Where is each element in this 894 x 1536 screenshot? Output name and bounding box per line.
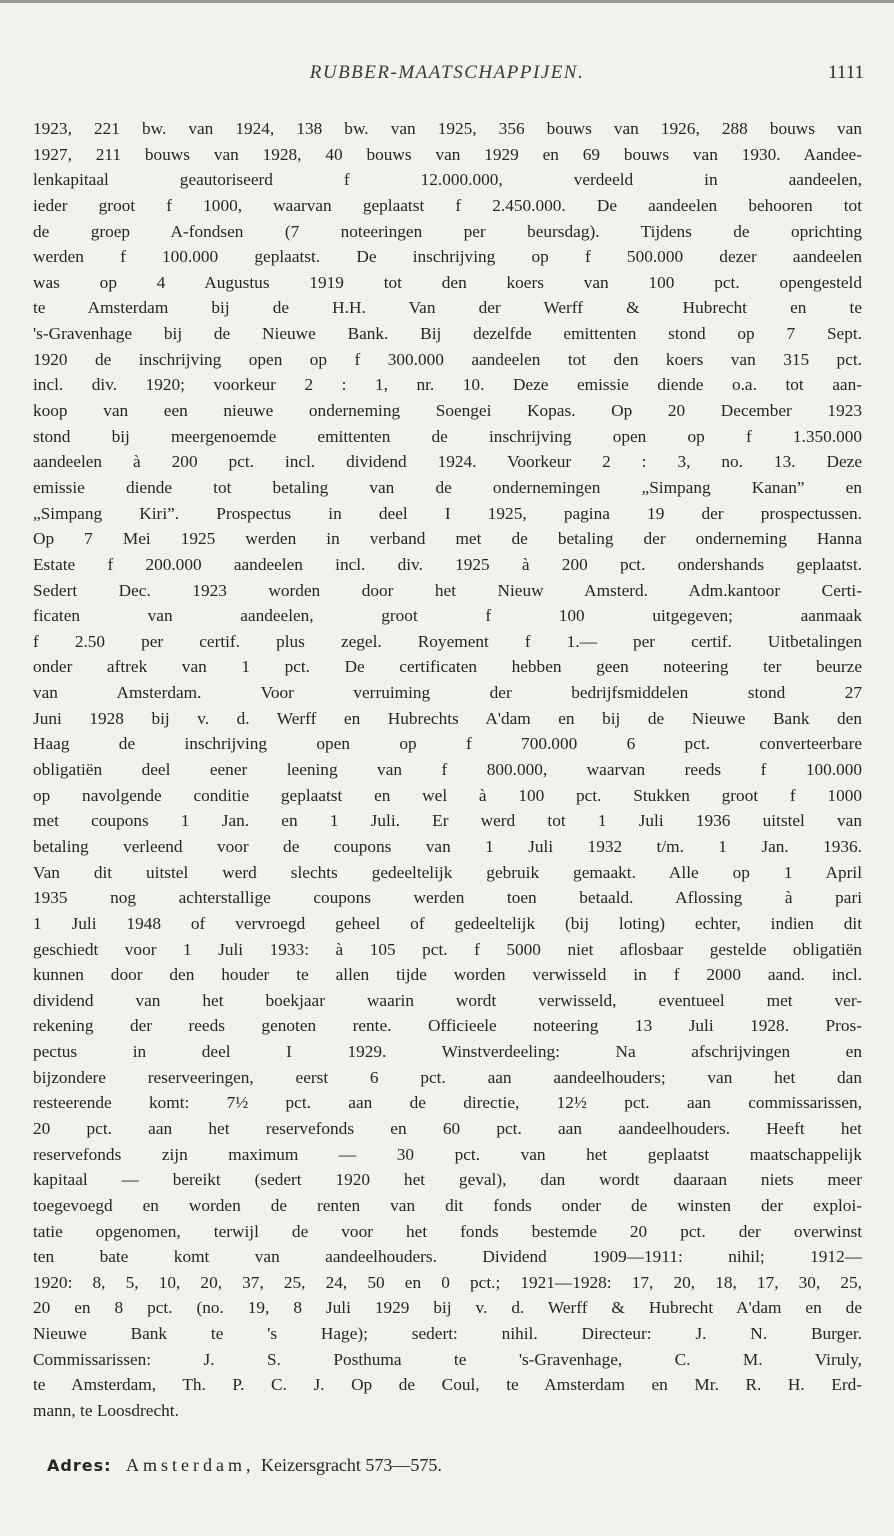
text-line: tatie opgenomen, terwijl de voor het fonds bestemde 20 pct. der overwinst bbox=[33, 1221, 862, 1241]
text-line: f 2.50 per certif. plus zegel. Royement f 1.— per certif. Uitbetalingen bbox=[33, 631, 862, 651]
text-line: 20 pct. aan het reservefonds en 60 pct. aan aandeelhouders. Heeft het bbox=[33, 1118, 862, 1138]
text-line: incl. div. 1920; voorkeur 2 : 1, nr. 10. Deze emissie diende o.a. tot aan- bbox=[33, 375, 862, 395]
text-line: op navolgende conditie geplaatst en wel à 100 pct. Stukken groot f 1000 bbox=[33, 785, 862, 805]
text-line: Haag de inschrijving open op f 700.000 6 pct. converteerbare bbox=[33, 734, 862, 754]
text-line: bijzondere reserveeringen, eerst 6 pct. aan aandeelhouders; van het dan bbox=[33, 1067, 862, 1087]
text-line: ieder groot f 1000, waarvan geplaatst f 2.450.000. De aandeelen behooren tot bbox=[33, 195, 862, 215]
text-line: resteerende komt: 7½ pct. aan de directie, 12½ pct. aan commissarissen, bbox=[33, 1093, 862, 1113]
text-line: 1927, 211 bouws van 1928, 40 bouws van 1929 en 69 bouws van 1930. Aandee- bbox=[33, 144, 862, 164]
text-line: ficaten van aandeelen, groot f 100 uitgegeven; aanmaak bbox=[33, 606, 862, 626]
text-line: 1920 de inschrijving open op f 300.000 aandeelen tot den koers van 315 pct. bbox=[33, 349, 862, 369]
text-line: Juni 1928 bij v. d. Werff en Hubrechts A'dam en bij de Nieuwe Bank den bbox=[33, 708, 862, 728]
text-line: reservefonds zijn maximum — 30 pct. van het geplaatst maatschappelijk bbox=[33, 1144, 862, 1164]
text-line: ten bate komt van aandeelhouders. Dividend 1909—1911: nihil; 1912— bbox=[33, 1247, 862, 1267]
text-line: Op 7 Mei 1925 werden in verband met de betaling der onderneming Hanna bbox=[33, 529, 862, 549]
text-line: mann, te Loosdrecht. bbox=[33, 1401, 179, 1421]
text-line: 20 en 8 pct. (no. 19, 8 Juli 1929 bij v. d. Werff & Hubrecht A'dam en de bbox=[33, 1298, 862, 1318]
text-line: „Simpang Kiri”. Prospectus in deel I 1925, pagina 19 der prospectussen. bbox=[33, 503, 862, 523]
text-line: onder aftrek van 1 pct. De certificaten hebben geen noteering ter beurze bbox=[33, 657, 862, 677]
text-line: van Amsterdam. Voor verruiming der bedrijfsmiddelen stond 27 bbox=[33, 683, 862, 703]
text-line: Commissarissen: J. S. Posthuma te 's-Gravenhage, C. M. Viruly, bbox=[33, 1349, 862, 1369]
text-line: koop van een nieuwe onderneming Soengei Kopas. Op 20 December 1923 bbox=[33, 401, 862, 421]
text-line: de groep A-fondsen (7 noteeringen per beursdag). Tijdens de oprichting bbox=[33, 221, 862, 241]
text-line: te Amsterdam bij de H.H. Van der Werff & Hubrecht en te bbox=[33, 298, 862, 318]
text-line: Estate f 200.000 aandeelen incl. div. 1925 à 200 pct. ondershands geplaatst. bbox=[33, 554, 862, 574]
text-line: 1 Juli 1948 of vervroegd geheel of gedeeltelijk (bij loting) echter, indien dit bbox=[33, 913, 862, 933]
text-line: Sedert Dec. 1923 worden door het Nieuw Amsterd. Adm.kantoor Certi- bbox=[33, 580, 862, 600]
address-line bbox=[47, 1452, 442, 1478]
text-line: 's-Gravenhage bij de Nieuwe Bank. Bij dezelfde emittenten stond op 7 Sept. bbox=[33, 324, 862, 344]
text-line: met coupons 1 Jan. en 1 Juli. Er werd tot 1 Juli 1936 uitstel van bbox=[33, 811, 862, 831]
text-line: was op 4 Augustus 1919 tot den koers van 100 pct. opengesteld bbox=[33, 272, 862, 292]
address-street: Keizersgracht 573—575. bbox=[260, 1455, 442, 1475]
text-line: 1920: 8, 5, 10, 20, 37, 25, 24, 50 en 0 pct.; 1921—1928: 17, 20, 18, 17, 30, 25, bbox=[33, 1272, 862, 1292]
text-line: pectus in deel I 1929. Winstverdeeling: Na afschrijvingen en bbox=[33, 1042, 862, 1062]
running-head bbox=[0, 62, 894, 88]
text-line: 1923, 221 bw. van 1924, 138 bw. van 1925, 356 bouws van 1926, 288 bouws van bbox=[33, 119, 862, 138]
top-rule bbox=[0, 0, 894, 3]
page-number: 1111 bbox=[828, 62, 864, 83]
text-line: stond bij meergenoemde emittenten de inschrijving open op f 1.350.000 bbox=[33, 426, 862, 446]
text-line: geschiedt voor 1 Juli 1933: à 105 pct. f 5000 niet aflosbaar gestelde obligatiën bbox=[33, 939, 862, 959]
text-line: toegevoegd en worden de renten van dit fonds onder de winsten der exploi- bbox=[33, 1195, 862, 1215]
text-line: betaling verleend voor de coupons van 1 Juli 1932 t/m. 1 Jan. 1936. bbox=[33, 836, 862, 856]
text-line: lenkapitaal geautoriseerd f 12.000.000, verdeeld in aandeelen, bbox=[33, 170, 862, 190]
text-body bbox=[33, 116, 862, 1424]
text-line: obligatiën deel eener leening van f 800.000, waarvan reeds f 100.000 bbox=[33, 760, 862, 780]
text-line: te Amsterdam, Th. P. C. J. Op de Coul, te Amsterdam en Mr. R. H. Erd- bbox=[33, 1375, 862, 1395]
text-line: kunnen door den houder te allen tijde worden verwisseld in f 2000 aand. incl. bbox=[33, 965, 862, 985]
text-line: emissie diende tot betaling van de ondernemingen „Simpang Kanan” en bbox=[33, 477, 862, 497]
text-line: dividend van het boekjaar waarin wordt verwisseld, eventueel met ver- bbox=[33, 990, 862, 1010]
text-line: Van dit uitstel werd slechts gedeeltelijk gebruik gemaakt. Alle op 1 April bbox=[33, 862, 862, 882]
text-line: kapitaal — bereikt (sedert 1920 het geval), dan wordt daaraan niets meer bbox=[33, 1170, 862, 1190]
address-city: Amsterdam, bbox=[126, 1455, 255, 1475]
text-line: Nieuwe Bank te 's Hage); sedert: nihil. Directeur: J. N. Burger. bbox=[33, 1324, 862, 1344]
text-line: rekening der reeds genoten rente. Officieele noteering 13 Juli 1928. Pros- bbox=[33, 1016, 862, 1036]
text-line: 1935 nog achterstallige coupons werden toen betaald. Aflossing à pari bbox=[33, 888, 862, 908]
text-line: werden f 100.000 geplaatst. De inschrijving op f 500.000 dezer aandeelen bbox=[33, 247, 862, 267]
running-title: RUBBER-MAATSCHAPPIJEN. bbox=[309, 62, 585, 83]
text-line: aandeelen à 200 pct. incl. dividend 1924. Voorkeur 2 : 3, no. 13. Deze bbox=[33, 452, 862, 472]
address-label: Adres: bbox=[47, 1456, 112, 1475]
